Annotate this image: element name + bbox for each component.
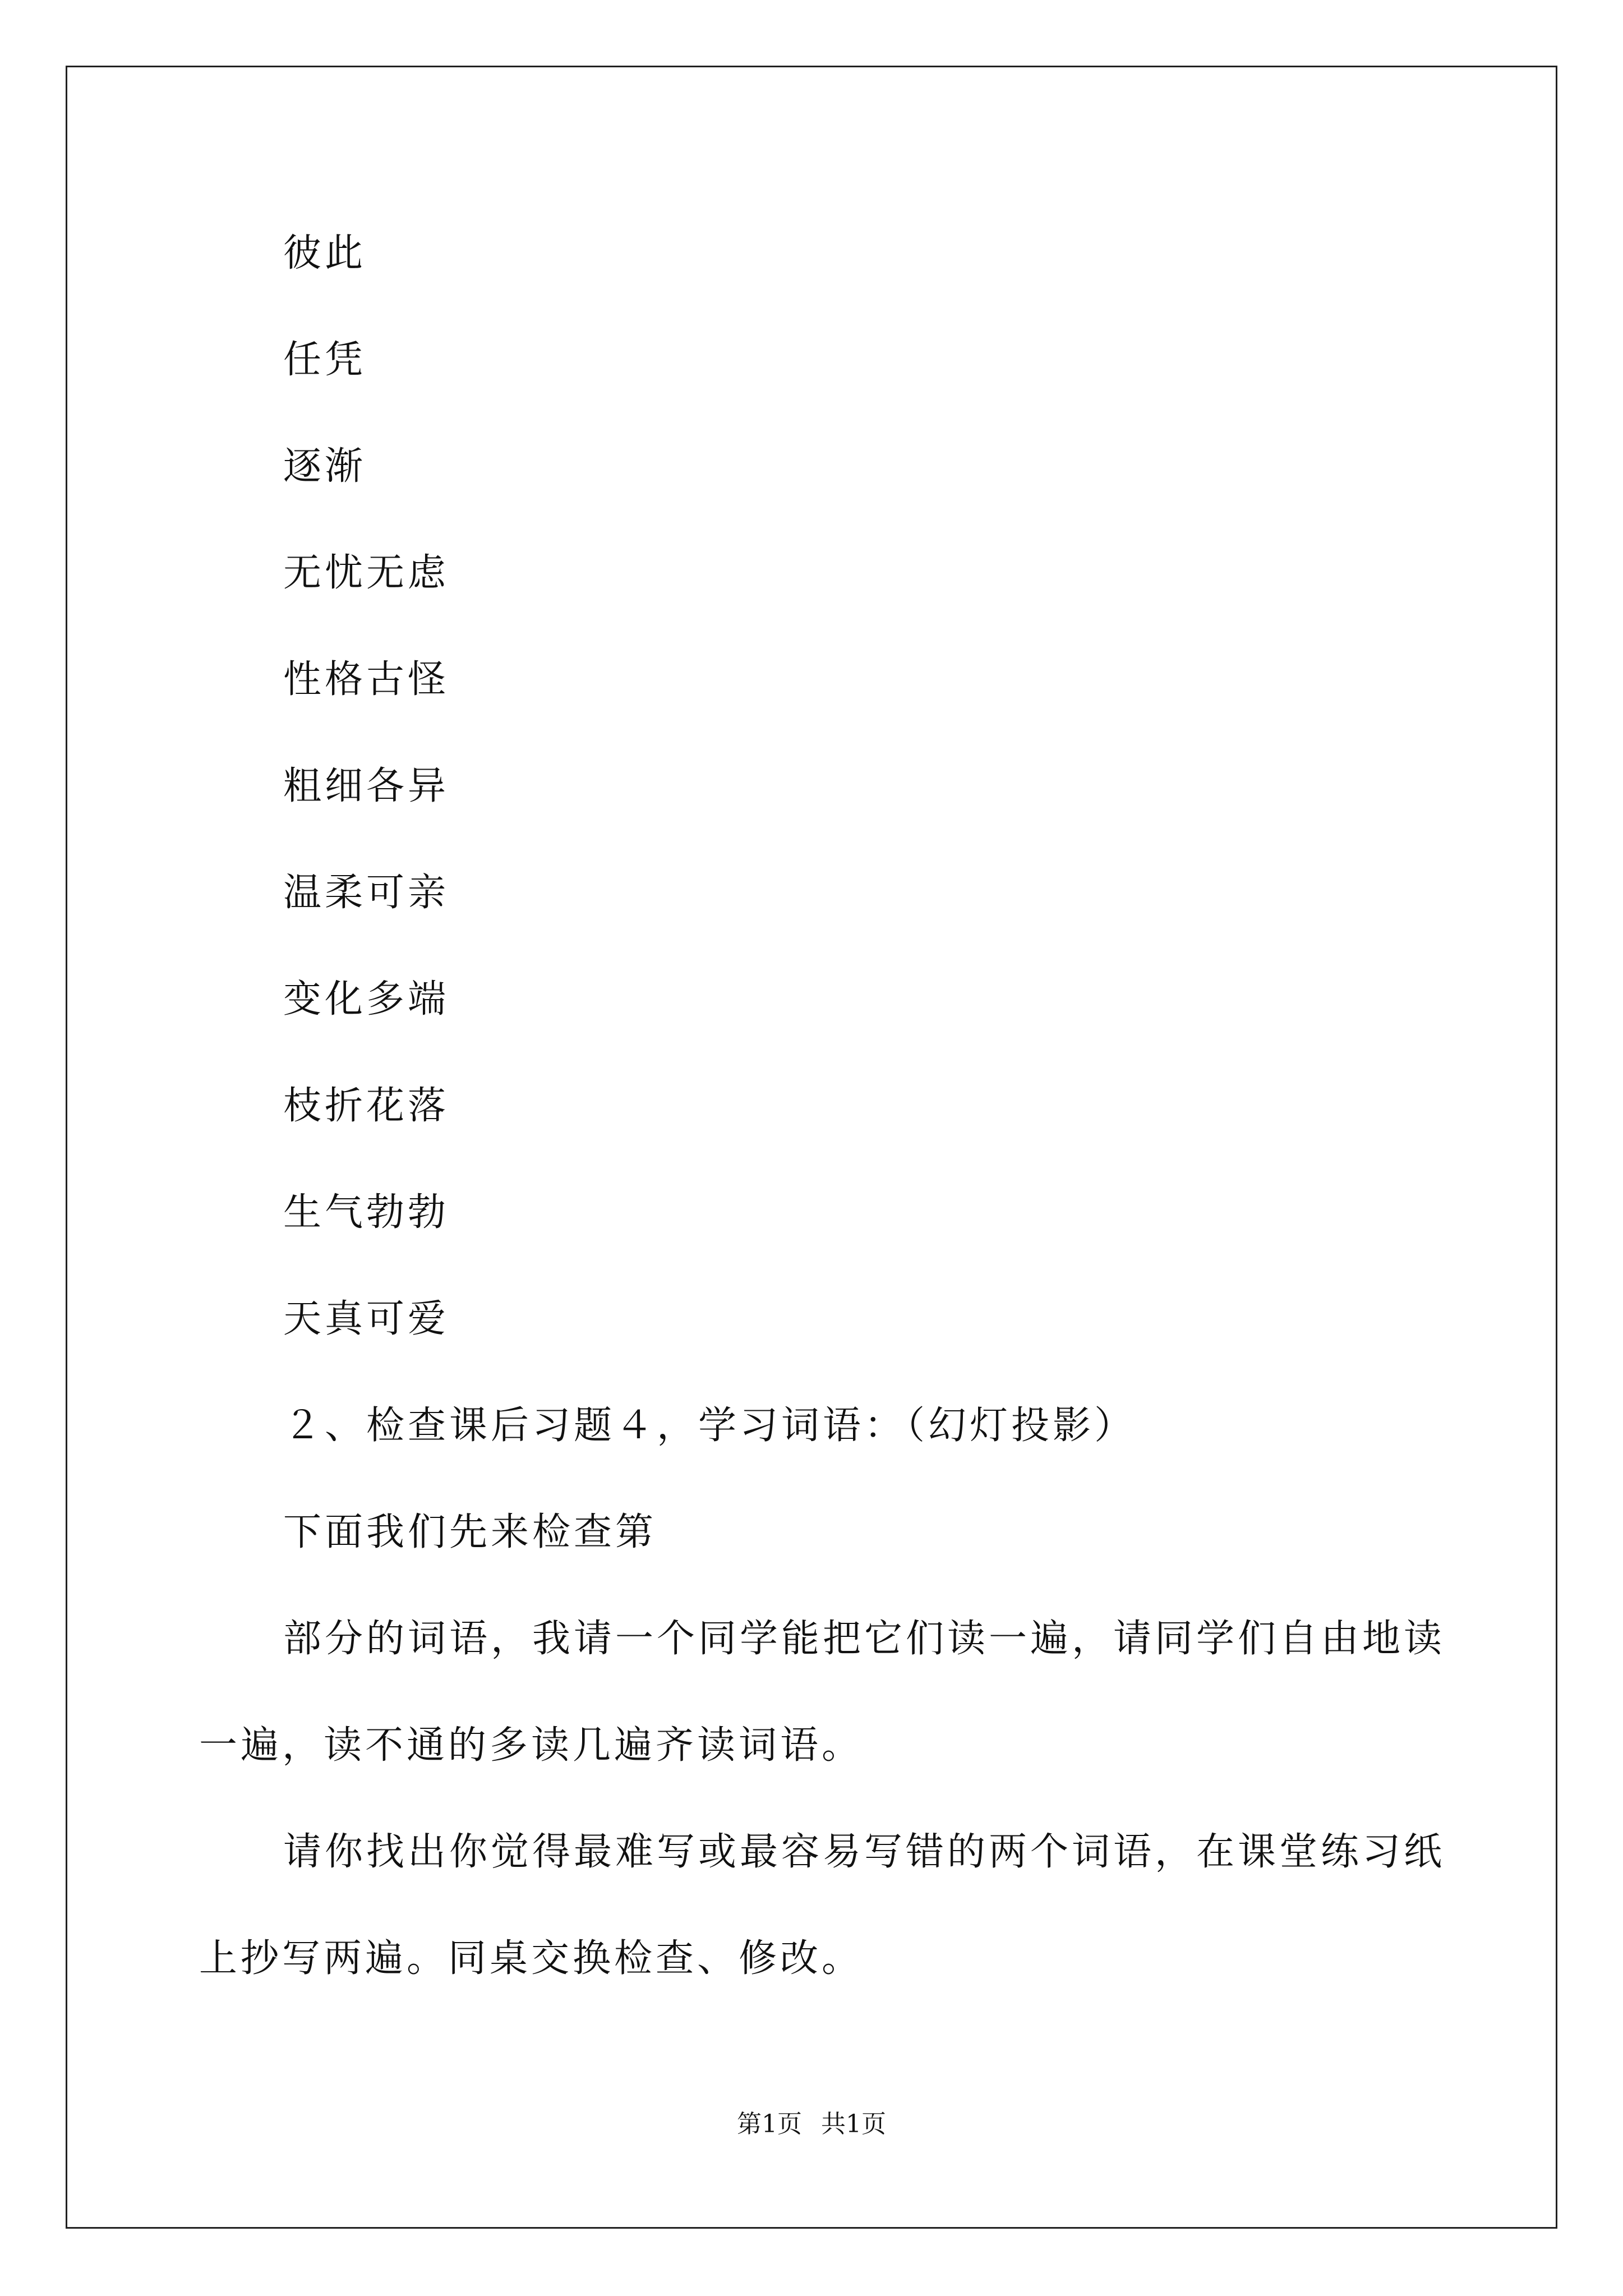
page-total: 共1页 xyxy=(821,2110,886,2138)
word-item-2: 任凭 xyxy=(283,338,367,382)
word-item-9: 枝折花落 xyxy=(283,1084,450,1128)
paragraph-check-intro: 下面我们先来检查第 xyxy=(283,1510,657,1554)
page-footer xyxy=(0,2112,1623,2137)
paragraph-copy-line-2: 上抄写两遍。同桌交换检查、修改。 xyxy=(199,1936,864,1981)
word-item-7: 温柔可亲 xyxy=(283,871,450,915)
word-item-11: 天真可爱 xyxy=(283,1297,450,1341)
paragraph-exercise-heading: ２、检查课后习题４，学习词语：（幻灯投影） xyxy=(283,1404,1136,1448)
word-item-8: 变化多端 xyxy=(283,977,450,1022)
word-item-10: 生气勃勃 xyxy=(283,1190,450,1235)
paragraph-read-line-1: 部分的词语，我请一个同学能把它们读一遍，请同学们自由地读 xyxy=(283,1617,1446,1661)
word-item-6: 粗细各异 xyxy=(283,764,450,808)
word-item-3: 逐渐 xyxy=(283,444,367,489)
page-number: 第1页 xyxy=(737,2110,802,2138)
word-item-5: 性格古怪 xyxy=(283,657,450,702)
paragraph-copy-line-1: 请你找出你觉得最难写或最容易写错的两个词语，在课堂练习纸 xyxy=(283,1830,1446,1874)
paragraph-read-line-2: 一遍，读不通的多读几遍齐读词语。 xyxy=(199,1723,864,1768)
word-item-1: 彼此 xyxy=(283,231,367,275)
word-item-4: 无忧无虑 xyxy=(283,551,450,595)
page-border xyxy=(66,66,1557,2229)
